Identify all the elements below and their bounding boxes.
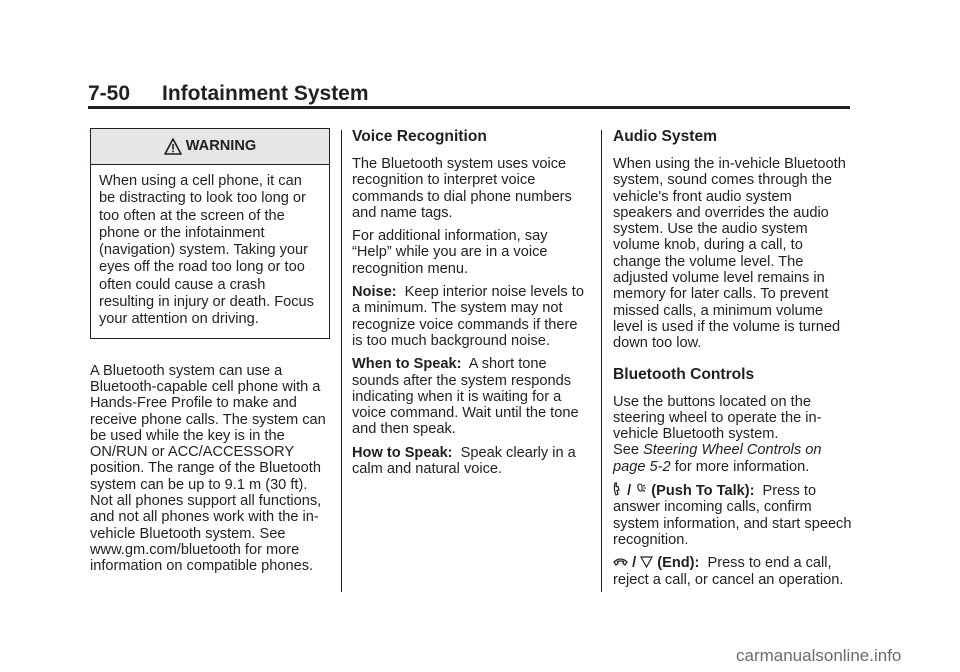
when-to-speak-paragraph <box>352 356 590 437</box>
warning-label: WARNING <box>185 138 257 155</box>
audio-paragraph: When using the in-vehicle Bluetooth system, sound comes through the vehicle's front audio system speakers and overrides the audio system. Use the audio system volume knob, during a call, to change the volume level. The adjusted volume level remains in memory for later calls. To prevent missed calls, a minimum volume level is used if the volume is turned down too low. <box>613 156 846 352</box>
how-to-speak-paragraph <box>352 445 590 478</box>
phone-talk-icon <box>613 482 623 496</box>
ptt-separator: / <box>627 483 632 500</box>
ptt-text: Press to answer incoming calls, confirm system information, and start speech recognition. <box>613 483 852 548</box>
voice-help-paragraph: For additional information, say “Help” while you are in a voice recognition menu. <box>352 228 548 277</box>
page-header <box>88 78 850 109</box>
phone-hangup-icon <box>613 556 628 568</box>
end-paragraph <box>613 555 853 588</box>
reference-after: for more information. <box>674 458 810 475</box>
steering-wheel-reference: Steering Wheel Controls on page 5-2 <box>613 442 822 475</box>
page-title: Infotainment System <box>162 82 369 105</box>
watermark: carmanualsonline.info <box>736 646 902 665</box>
voice-paragraph: The Bluetooth system uses voice recognition to interpret voice commands to dial phone numbers and name tags. <box>352 156 572 221</box>
column-left <box>90 128 330 582</box>
when-to-speak-label: When to Speak: <box>352 356 462 373</box>
controls-paragraph <box>613 394 853 475</box>
end-separator: / <box>632 555 637 572</box>
column-right <box>613 128 853 595</box>
column-divider <box>601 130 602 592</box>
end-text: Press to end a call, reject a call, or cancel an operation. <box>613 555 844 588</box>
when-to-speak-text: A short tone sounds after the system responds indicating when it is waiting for a voice command. Wait until the tone and then speak. <box>352 356 579 438</box>
see-label: See <box>613 442 639 459</box>
how-to-speak-label: How to Speak: <box>352 444 453 461</box>
end-label: (End): <box>657 555 700 572</box>
ptt-label: (Push To Talk): <box>651 483 755 500</box>
push-to-talk-paragraph <box>613 482 853 548</box>
audio-system-heading: Audio System <box>613 128 717 145</box>
column-middle <box>352 128 590 484</box>
noise-label: Noise: <box>352 284 397 301</box>
bluetooth-intro: A Bluetooth system can use a Bluetooth-capable cell phone with a Hands-Free Profile to make and receive phone calls. The system can be used while the key is in the ON/RUN or ACC/ACCESSORY position. The range of the Bluetooth system can be up to 9.1 m (30 ft). Not all phones support all functions, and not all phones work with the in-vehicle Bluetooth system. See www.gm.com/bluetooth for more information on compatible phones. <box>90 362 326 575</box>
warning-triangle-icon <box>164 138 182 155</box>
bluetooth-controls-heading: Bluetooth Controls <box>613 365 755 383</box>
page-number: 7-50 <box>88 82 131 105</box>
noise-paragraph <box>352 284 590 349</box>
column-divider <box>341 130 342 592</box>
down-triangle-icon <box>640 556 653 568</box>
how-to-speak-text: Speak clearly in a calm and natural voice. <box>352 444 576 478</box>
voice-icon <box>635 482 647 496</box>
voice-recognition-heading: Voice Recognition <box>352 128 487 145</box>
warning-text: When using a cell phone, it can be distracting to look too long or too often at the screen of the phone or the infotainment (navigation) system. Taking your eyes off the road too long or too often could cause a crash resulting in injury or death. Focus your attention on driving. <box>99 173 314 328</box>
noise-text: Keep interior noise levels to a minimum. The system may not recognize voice commands if there is too much background noise. <box>352 284 584 349</box>
warning-box <box>90 128 330 339</box>
controls-text: Use the buttons located on the steering wheel to operate the in-vehicle Bluetooth system. <box>613 393 822 443</box>
warning-header <box>91 129 329 165</box>
